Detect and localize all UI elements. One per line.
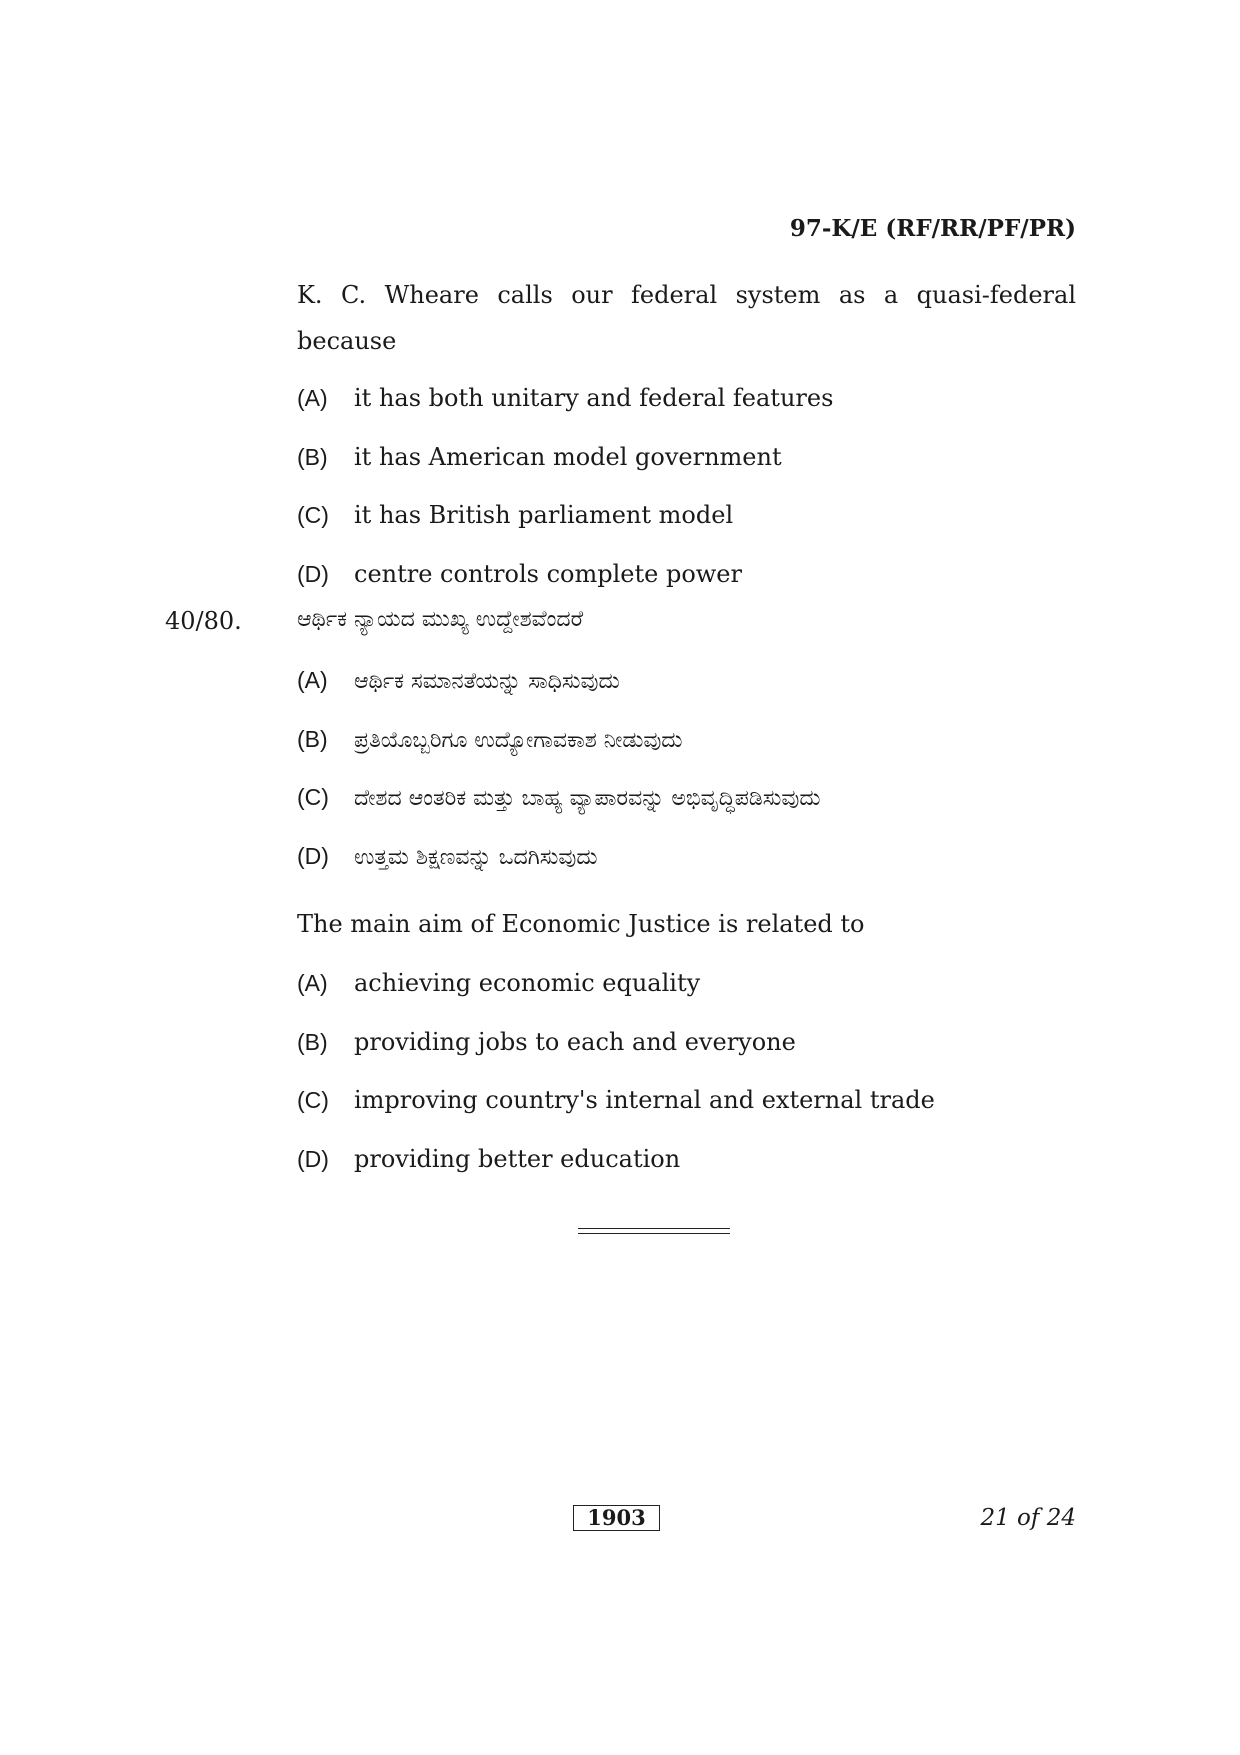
option-a-english <box>297 969 700 997</box>
option-letter: (B) <box>297 726 328 752</box>
end-rule-top <box>578 1228 730 1229</box>
option-letter: (A) <box>297 970 328 996</box>
option-b-english <box>297 1028 796 1056</box>
option-text: it has British parliament model <box>354 501 734 529</box>
option-a-kannada <box>297 666 620 694</box>
question-stem: K. C. Wheare calls our federal system as a quasi-federal <box>297 281 1076 309</box>
option-text: ಪ್ರತಿಯೊಬ್ಬರಿಗೂ ಉದ್ಯೋಗಾವಕಾಶ ನೀಡುವುದು <box>354 728 683 753</box>
option-letter: (C) <box>297 1087 329 1113</box>
option-text: it has both unitary and federal features <box>354 384 834 412</box>
option-text: it has American model government <box>354 443 782 471</box>
option-letter: (D) <box>297 561 329 587</box>
option-d <box>297 560 742 588</box>
option-letter: (B) <box>297 444 328 470</box>
option-text: improving country's internal and external trade <box>354 1086 935 1114</box>
question-stem-english: The main aim of Economic Justice is related to <box>297 910 865 938</box>
option-letter: (C) <box>297 784 329 810</box>
option-letter: (A) <box>297 385 328 411</box>
page-number: 21 of 24 <box>980 1505 1076 1531</box>
option-d-kannada <box>297 842 598 870</box>
question-number: 40/80. <box>165 607 242 635</box>
option-letter: (A) <box>297 667 328 693</box>
option-text: ದೇಶದ ಆಂತರಿಕ ಮತ್ತು ಬಾಹ್ಯ ವ್ಯಾಪಾರವನ್ನು ಅಭಿವೃದ್ಧಿಪಡಿಸುವುದು <box>354 786 821 811</box>
option-letter: (D) <box>297 843 329 869</box>
option-text: centre controls complete power <box>354 560 742 588</box>
option-text: achieving economic equality <box>354 969 701 997</box>
question-stem-continued: because <box>297 327 397 355</box>
end-rule-bottom <box>578 1233 730 1234</box>
option-letter: (D) <box>297 1146 329 1172</box>
option-letter: (C) <box>297 502 329 528</box>
paper-code: 97-K/E (RF/RR/PF/PR) <box>789 215 1076 242</box>
option-text: ಆರ್ಥಿಕ ಸಮಾನತೆಯನ್ನು ಸಾಧಿಸುವುದು <box>354 669 620 694</box>
question-stem-kannada: ಆರ್ಥಿಕ ನ್ಯಾಯದ ಮುಖ್ಯ ಉದ್ದೇಶವೆಂದರೆ <box>297 607 584 632</box>
option-d-english <box>297 1145 680 1173</box>
option-a <box>297 384 833 412</box>
option-letter: (B) <box>297 1029 328 1055</box>
paper-code-box: 1903 <box>573 1505 660 1531</box>
option-text: providing jobs to each and everyone <box>354 1028 796 1056</box>
option-c <box>297 501 733 529</box>
option-c-english <box>297 1086 935 1114</box>
option-text: providing better education <box>354 1145 681 1173</box>
option-text: ಉತ್ತಮ ಶಿಕ್ಷಣವನ್ನು ಒದಗಿಸುವುದು <box>354 845 598 870</box>
option-b <box>297 443 782 471</box>
option-c-kannada <box>297 783 821 811</box>
option-b-kannada <box>297 725 682 753</box>
